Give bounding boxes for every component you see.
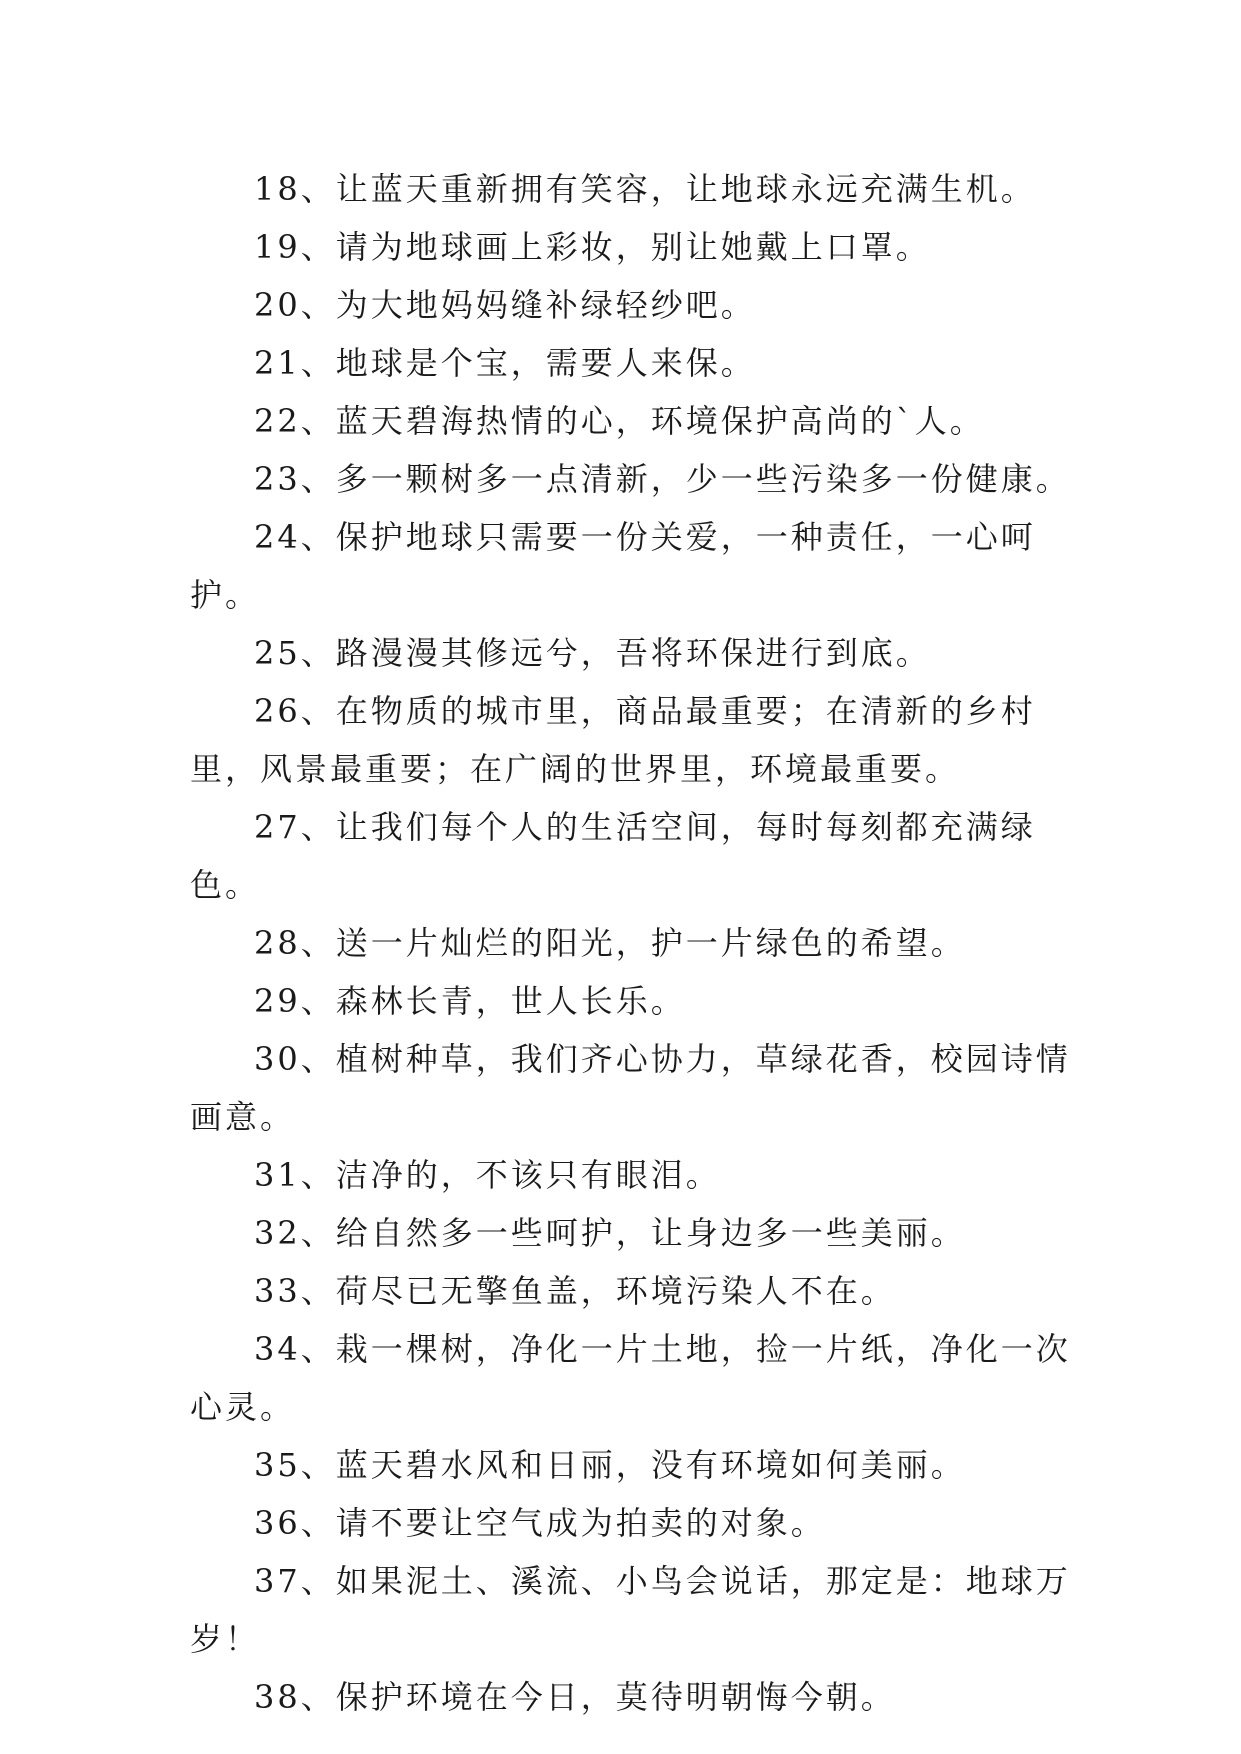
slogan-paragraph-20: 20、为大地妈妈缝补绿轻纱吧。 [254,286,756,324]
slogan-paragraph-18: 18、让蓝天重新拥有笑容，让地球永远充满生机。 [254,170,1036,208]
slogan-paragraph-24: 24、保护地球只需要一份关爱，一种责任，一心呵护。 [190,518,1036,614]
slogan-paragraph-29: 29、森林长青，世人长乐。 [254,982,686,1020]
slogan-paragraph-28: 28、送一片灿烂的阳光，护一片绿色的希望。 [254,924,966,962]
slogan-paragraph-26: 26、在物质的城市里，商品最重要；在清新的乡村里，风景最重要；在广阔的世界里，环境最重要。 [190,692,1036,788]
slogan-paragraph-19: 19、请为地球画上彩妆，别让她戴上口罩。 [254,228,931,266]
slogan-paragraph-33: 33、荷尽已无擎鱼盖，环境污染人不在。 [254,1272,896,1310]
slogan-paragraph-35: 35、蓝天碧水风和日丽，没有环境如何美丽。 [254,1446,966,1484]
slogan-paragraph-27: 27、让我们每个人的生活空间，每时每刻都充满绿色。 [190,808,1036,904]
slogan-paragraph-32: 32、给自然多一些呵护，让身边多一些美丽。 [254,1214,966,1252]
slogan-paragraph-22: 22、蓝天碧海热情的心，环境保护高尚的`人。 [254,402,985,440]
slogan-paragraph-37: 37、如果泥土、溪流、小鸟会说话，那定是：地球万岁！ [190,1562,1071,1658]
slogan-paragraph-34: 34、栽一棵树，净化一片土地，捡一片纸，净化一次心灵。 [190,1330,1071,1426]
slogan-paragraph-31: 31、洁净的，不该只有眼泪。 [254,1156,721,1194]
slogan-paragraph-23: 23、多一颗树多一点清新，少一些污染多一份健康。 [254,460,1071,498]
slogan-paragraph-25: 25、路漫漫其修远兮，吾将环保进行到底。 [254,634,931,672]
document-body [190,160,1080,1726]
slogan-paragraph-36: 36、请不要让空气成为拍卖的对象。 [254,1504,826,1542]
slogan-paragraph-21: 21、地球是个宝，需要人来保。 [254,344,756,382]
slogan-paragraph-38: 38、保护环境在今日，莫待明朝悔今朝。 [254,1678,896,1716]
slogan-paragraph-30: 30、植树种草，我们齐心协力，草绿花香，校园诗情画意。 [190,1040,1071,1136]
